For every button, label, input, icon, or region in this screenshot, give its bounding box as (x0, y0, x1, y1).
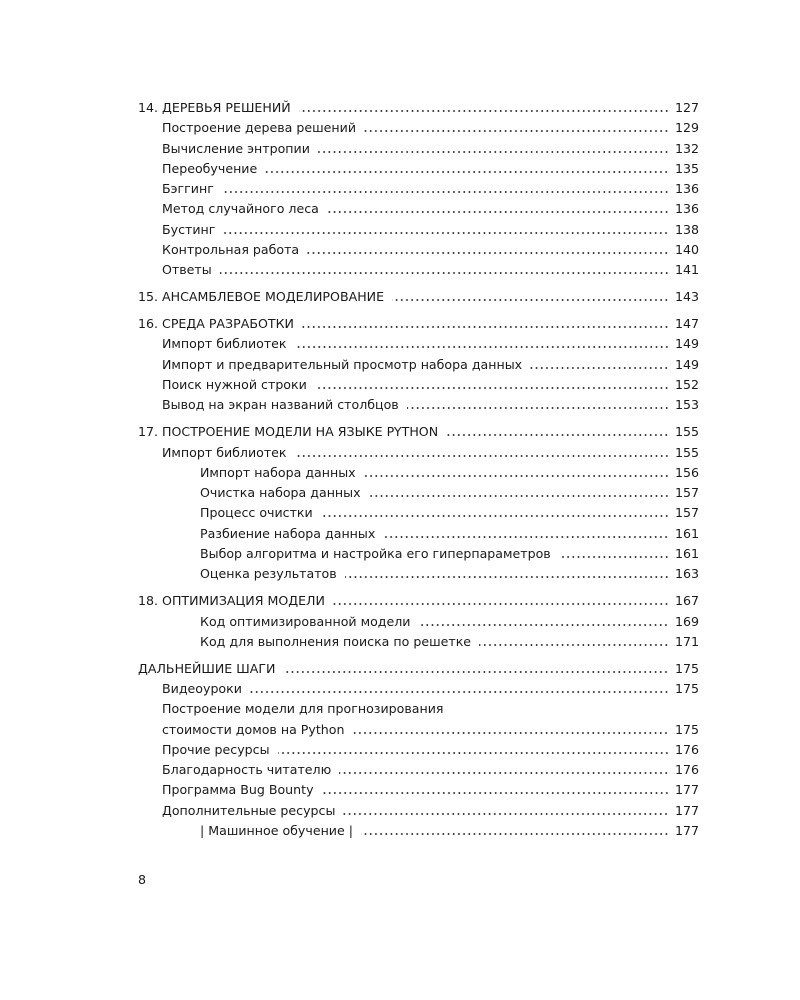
entry-page-number: 132 (674, 140, 699, 156)
dot-leader (222, 191, 669, 193)
entry-title: стоимости домов на Python (162, 721, 345, 737)
dot-leader (321, 515, 669, 517)
entry-page-number: 155 (674, 444, 699, 460)
toc-entry[interactable] (138, 118, 699, 138)
entry-title: Импорт и предварительный просмотр набора данных (162, 356, 523, 372)
toc-chapter-entry[interactable] (138, 659, 699, 679)
entry-page-number: 175 (674, 660, 699, 676)
entry-title: Программа Bug Bounty (162, 782, 314, 798)
entry-page-number: 157 (674, 485, 699, 501)
entry-page-number: 171 (674, 633, 699, 649)
dot-leader (295, 346, 669, 348)
toc-entry[interactable] (138, 699, 699, 719)
entry-title: Построение дерева решений (162, 120, 357, 136)
dot-leader (220, 272, 669, 274)
dot-leader (479, 644, 669, 646)
entry-page-number: 167 (674, 593, 699, 609)
toc-entry[interactable] (138, 240, 699, 260)
entry-title: 18. ОПТИМИЗАЦИЯ МОДЕЛИ (138, 593, 325, 609)
entry-title: 16. СРЕДА РАЗРАБОТКИ (138, 316, 294, 332)
entry-page-number: 149 (674, 356, 699, 372)
toc-entry[interactable] (138, 612, 699, 632)
dot-leader (250, 691, 669, 693)
dot-leader (352, 732, 669, 734)
dot-leader (452, 711, 670, 713)
toc-entry[interactable] (138, 503, 699, 523)
toc-entry[interactable] (138, 159, 699, 179)
dot-leader (383, 536, 669, 538)
toc-entry[interactable] (138, 740, 699, 760)
toc-entry[interactable] (138, 355, 699, 375)
dot-leader (446, 434, 669, 436)
entry-title: Код для выполнения поиска по решетке (200, 633, 472, 649)
entry-title: Очистка набора данных (200, 485, 361, 501)
entry-page-number: 175 (674, 680, 699, 696)
dot-leader (407, 407, 669, 409)
entry-page-number: 161 (674, 546, 699, 562)
entry-title: Переобучение (162, 160, 258, 176)
toc-entry[interactable] (138, 780, 699, 800)
toc-entry[interactable] (138, 679, 699, 699)
toc-entry[interactable] (138, 443, 699, 463)
dot-leader (559, 556, 669, 558)
entry-page-number: 138 (674, 221, 699, 237)
toc-section (138, 659, 699, 842)
toc-chapter-entry[interactable] (138, 422, 699, 442)
entry-title: Бэггинг (162, 181, 214, 197)
toc-chapter-entry[interactable] (138, 98, 699, 118)
entry-title: Импорт библиотек (162, 336, 287, 352)
dot-leader (265, 171, 669, 173)
toc-entry[interactable] (138, 334, 699, 354)
entry-page-number: 169 (674, 613, 699, 629)
toc-entry[interactable] (138, 260, 699, 280)
toc-section (138, 98, 699, 281)
entry-page-number: 176 (674, 762, 699, 778)
dot-leader (361, 833, 669, 835)
toc-entry[interactable] (138, 179, 699, 199)
entry-title: 15. АНСАМБЛЕВОЕ МОДЕЛИРОВАНИЕ (138, 289, 385, 305)
dot-leader (369, 495, 669, 497)
entry-title: | Машинное обучение | (200, 823, 353, 839)
entry-page-number: 155 (674, 424, 699, 440)
entry-title: Процесс очистки (200, 505, 313, 521)
entry-page-number: 140 (674, 242, 699, 258)
entry-page-number: 176 (674, 741, 699, 757)
entry-page-number: 163 (674, 566, 699, 582)
toc-section (138, 591, 699, 652)
table-of-contents (138, 98, 699, 848)
entry-page-number: 177 (674, 782, 699, 798)
entry-title: Бустинг (162, 221, 216, 237)
entry-page-number: 161 (674, 525, 699, 541)
dot-leader (299, 110, 669, 112)
dot-leader (302, 326, 669, 328)
entry-title: Дополнительные ресурсы (162, 802, 336, 818)
dot-leader (315, 387, 669, 389)
dot-leader (307, 252, 669, 254)
toc-entry[interactable] (138, 821, 699, 841)
toc-section (138, 287, 699, 307)
entry-page-number: 135 (674, 160, 699, 176)
entry-title: Ответы (162, 262, 212, 278)
dot-leader (278, 752, 669, 754)
toc-entry[interactable] (138, 760, 699, 780)
dot-leader (364, 130, 669, 132)
toc-entry[interactable] (138, 220, 699, 240)
entry-page-number: 152 (674, 377, 699, 393)
entry-page-number: 127 (674, 100, 699, 115)
dot-leader (333, 603, 669, 605)
entry-title: Прочие ресурсы (162, 741, 270, 757)
toc-entry[interactable] (138, 375, 699, 395)
entry-page-number: 175 (674, 721, 699, 737)
dot-leader (318, 151, 669, 153)
toc-entry[interactable] (138, 564, 699, 584)
entry-page-number: 177 (674, 802, 699, 818)
entry-title: Оценка результатов (200, 566, 337, 582)
entry-title: Видеоуроки (162, 680, 242, 696)
toc-section (138, 314, 699, 415)
entry-page-number: 143 (674, 289, 699, 305)
entry-page-number: 141 (674, 262, 699, 278)
toc-entry[interactable] (138, 801, 699, 821)
entry-title: 17. ПОСТРОЕНИЕ МОДЕЛИ НА ЯЗЫКЕ PYTHON (138, 424, 439, 440)
dot-leader (364, 475, 669, 477)
dot-leader (345, 576, 669, 578)
page-number: 8 (138, 872, 147, 887)
entry-title: Код оптимизированной модели (200, 613, 411, 629)
toc-entry[interactable] (138, 395, 699, 415)
entry-title: Разбиение набора данных (200, 525, 376, 541)
dot-leader (295, 455, 669, 457)
entry-title: Поиск нужной строки (162, 377, 307, 393)
toc-entry[interactable] (138, 720, 699, 740)
entry-title: Импорт набора данных (200, 464, 356, 480)
toc-entry[interactable] (138, 463, 699, 483)
dot-leader (392, 299, 669, 301)
toc-chapter-entry[interactable] (138, 314, 699, 334)
toc-entry[interactable] (138, 524, 699, 544)
entry-title: Выбор алгоритма и настройка его гиперпараметров (200, 546, 551, 562)
entry-page-number: 147 (674, 316, 699, 332)
entry-title: Благодарность читателю (162, 762, 332, 778)
dot-leader (343, 813, 669, 815)
entry-title: Построение модели для прогнозирования (162, 701, 444, 717)
entry-title: Импорт библиотек (162, 444, 287, 460)
dot-leader (530, 367, 669, 369)
toc-chapter-entry[interactable] (138, 287, 699, 307)
entry-title: 14. ДЕРЕВЬЯ РЕШЕНИЙ (138, 100, 291, 115)
entry-title: Вывод на экран названий столбцов (162, 397, 399, 413)
entry-page-number: 129 (674, 120, 699, 136)
entry-title: Контрольная работа (162, 242, 300, 258)
toc-entry[interactable] (138, 544, 699, 564)
entry-page-number: 156 (674, 464, 699, 480)
entry-page-number: 153 (674, 397, 699, 413)
dot-leader (339, 772, 669, 774)
toc-entry[interactable] (138, 632, 699, 652)
dot-leader (418, 624, 669, 626)
dot-leader (322, 792, 669, 794)
toc-chapter-entry[interactable] (138, 591, 699, 611)
dot-leader (327, 211, 669, 213)
dot-leader (223, 232, 669, 234)
entry-page-number: 136 (674, 201, 699, 217)
toc-entry[interactable] (138, 483, 699, 503)
entry-title: Вычисление энтропии (162, 140, 310, 156)
entry-page-number: 149 (674, 336, 699, 352)
toc-entry[interactable] (138, 199, 699, 219)
entry-page-number: 157 (674, 505, 699, 521)
entry-page-number: 177 (674, 823, 699, 839)
entry-page-number: 136 (674, 181, 699, 197)
toc-entry[interactable] (138, 139, 699, 159)
toc-section (138, 422, 699, 584)
entry-title: ДАЛЬНЕЙШИЕ ШАГИ (138, 660, 276, 676)
dot-leader (283, 671, 669, 673)
entry-title: Метод случайного леса (162, 201, 319, 217)
